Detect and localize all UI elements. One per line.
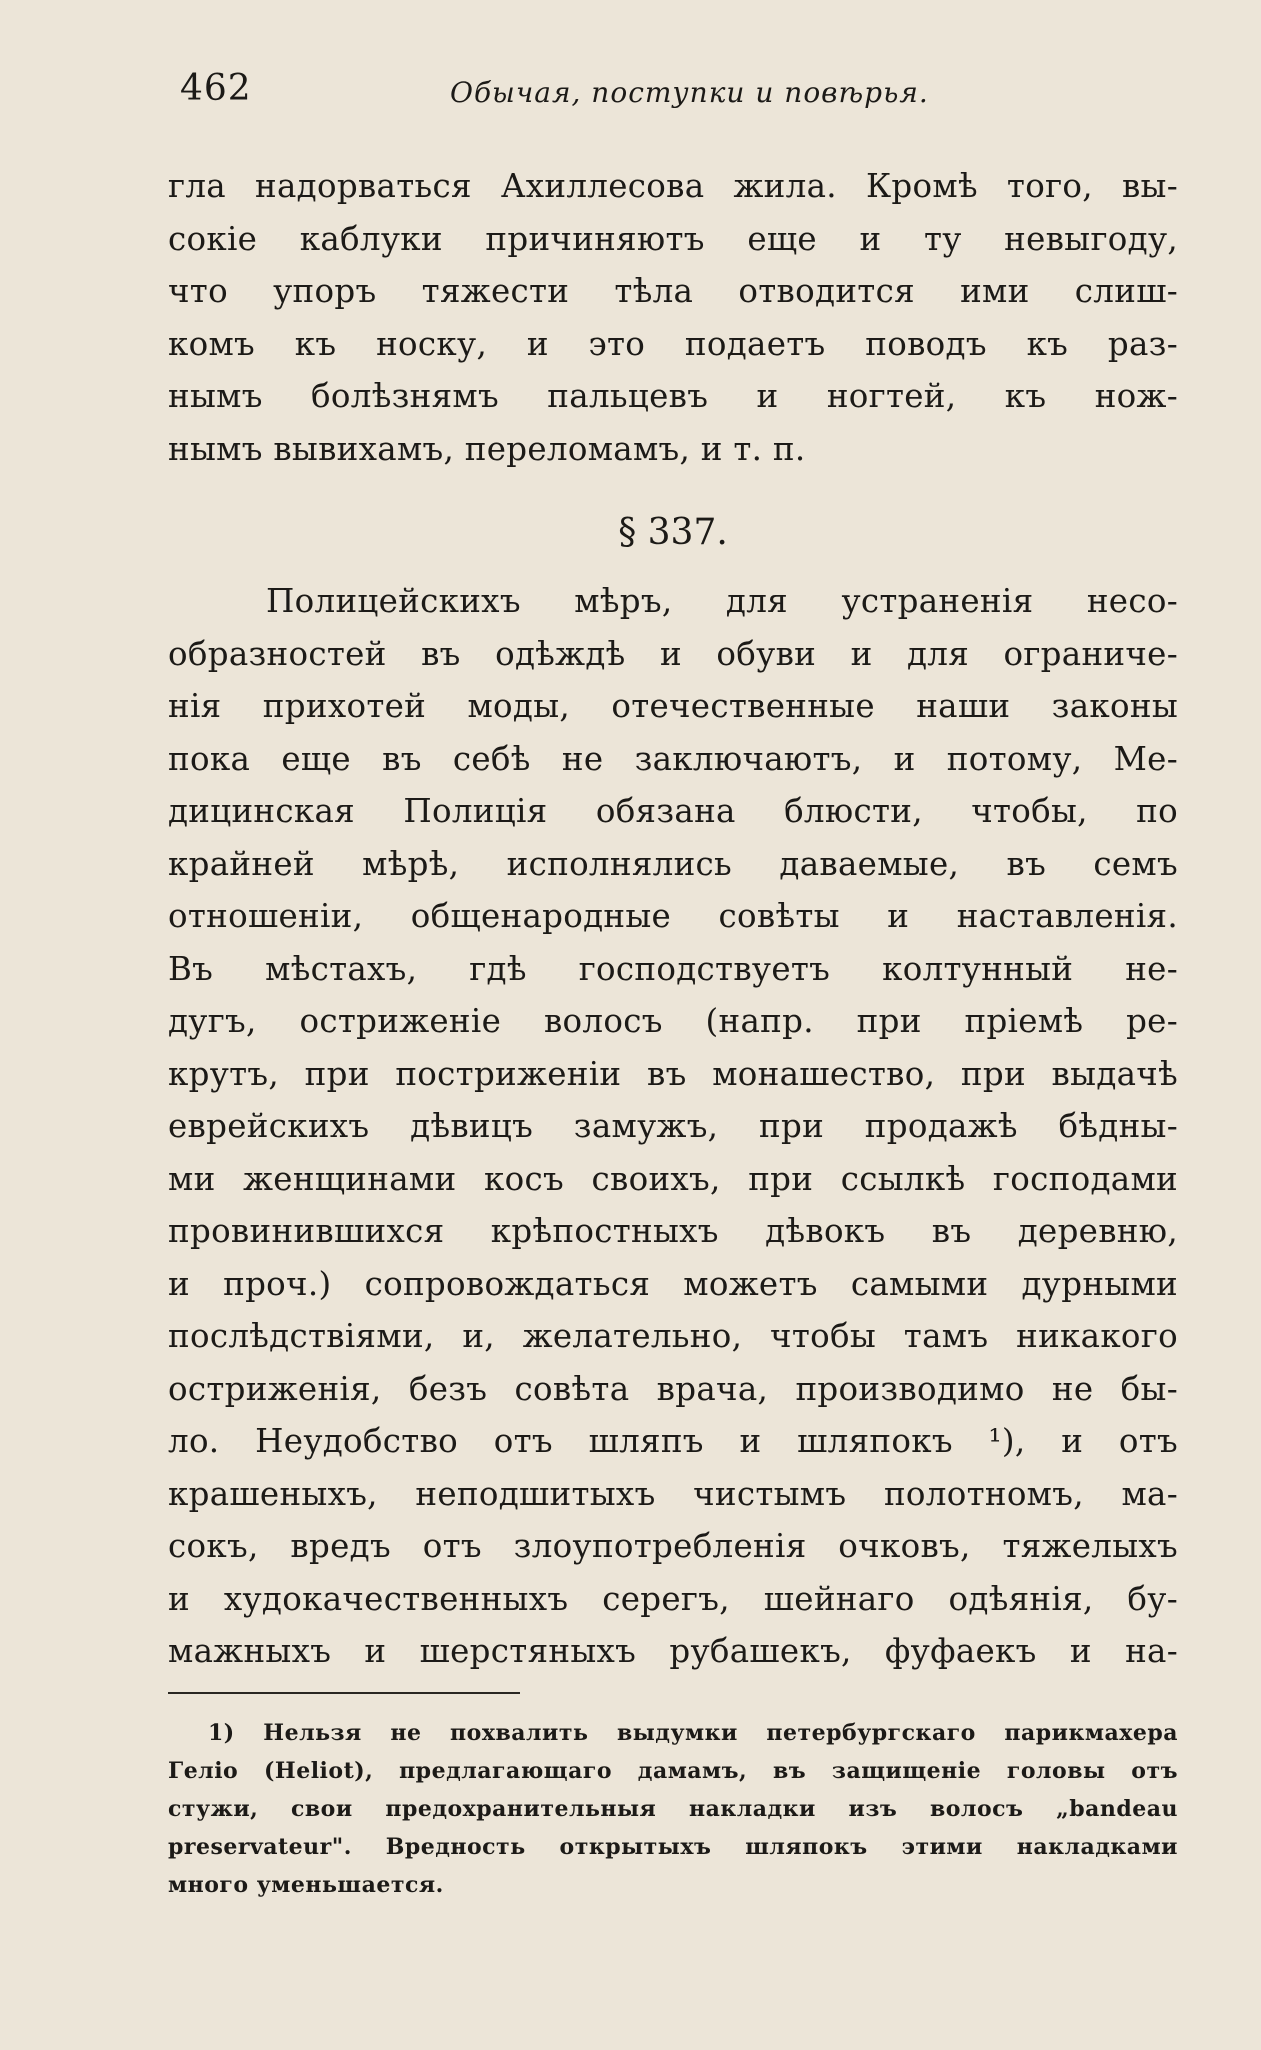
page-header bbox=[180, 68, 1166, 118]
running-title: Обычая, поступки и повѣрья. bbox=[450, 76, 929, 109]
text-line: образностей въ одѣждѣ и обуви и для ограниче- bbox=[168, 634, 1178, 673]
text-line: крутъ, при постриженіи въ монашество, при выдачѣ bbox=[168, 1054, 1178, 1093]
text-line: Въ мѣстахъ, гдѣ господствуетъ колтунный не- bbox=[168, 949, 1178, 988]
text-line: дугъ, остриженіе волосъ (напр. при пріемѣ ре- bbox=[168, 1002, 1178, 1040]
text-line: ми женщинами косъ своихъ, при ссылкѣ господами bbox=[168, 1159, 1178, 1198]
footnote-line: много уменьшается. bbox=[168, 1872, 444, 1898]
text-line: дицинская Полиція обязана блюсти, чтобы, по bbox=[168, 792, 1178, 830]
text-line: нымъ вывихамъ, переломамъ, и т. п. bbox=[168, 429, 806, 468]
footnote-line: 1) Нельзя не похвалить выдумки петербургскаго парикмахера bbox=[208, 1720, 1178, 1746]
text-line: мажныхъ и шерстяныхъ рубашекъ, фуфаекъ и на- bbox=[168, 1632, 1178, 1670]
text-line: и худокачественныхъ серегъ, шейнаго одѣянія, бу- bbox=[168, 1579, 1178, 1618]
text-line: и проч.) сопровождаться можетъ самыми дурными bbox=[168, 1264, 1178, 1303]
footnote-line: preservateur". Вредность открытыхъ шляпокъ этими накладками bbox=[168, 1834, 1178, 1860]
text-line: провинившихся крѣпостныхъ дѣвокъ въ деревню, bbox=[168, 1212, 1178, 1250]
text-line: нымъ болѣзнямъ пальцевъ и ногтей, къ нож- bbox=[168, 377, 1178, 415]
page-number: 462 bbox=[180, 68, 252, 109]
text-line: сокъ, вредъ отъ злоупотребленія очковъ, тяжелыхъ bbox=[168, 1527, 1178, 1565]
footnote-line: стужи, свои предохранительныя накладки изъ волосъ „bandeau bbox=[168, 1796, 1178, 1822]
text-line: крайней мѣрѣ, исполнялись даваемые, въ семъ bbox=[168, 844, 1178, 883]
text-line: нія прихотей моды, отечественные наши законы bbox=[168, 687, 1178, 725]
text-line: комъ къ носку, и это подаетъ поводъ къ раз- bbox=[168, 324, 1178, 363]
text-line: пока еще въ себѣ не заключаютъ, и потому, Ме- bbox=[168, 739, 1178, 778]
footnote-divider bbox=[168, 1692, 520, 1694]
text-line: гла надорваться Ахиллесова жила. Кромѣ того, вы- bbox=[168, 167, 1178, 205]
text-line: отношеніи, общенародные совѣты и наставленія. bbox=[168, 897, 1178, 935]
text-line: остриженія, безъ совѣта врача, производимо не бы- bbox=[168, 1369, 1178, 1408]
body-text-top bbox=[168, 160, 1178, 475]
text-line: послѣдствіями, и, желательно, чтобы тамъ никакого bbox=[168, 1317, 1178, 1355]
text-line: еврейскихъ дѣвицъ замужъ, при продажѣ бѣдны- bbox=[168, 1107, 1178, 1145]
body-text-main bbox=[168, 575, 1178, 1678]
section-heading: § 337. bbox=[618, 512, 728, 553]
text-line: сокіе каблуки причиняютъ еще и ту невыгоду, bbox=[168, 219, 1178, 258]
text-line: ло. Неудобство отъ шляпъ и шляпокъ ¹), и отъ bbox=[168, 1422, 1178, 1460]
footnote-line: Гелiо (Heliot), предлагающаго дамамъ, въ защищеніе головы отъ bbox=[168, 1758, 1178, 1784]
footnote bbox=[168, 1714, 1178, 1904]
text-line: что упоръ тяжести тѣла отводится ими слиш- bbox=[168, 272, 1178, 310]
text-line: Полицейскихъ мѣръ, для устраненія несо- bbox=[266, 582, 1178, 620]
text-line: крашеныхъ, неподшитыхъ чистымъ полотномъ, ма- bbox=[168, 1474, 1178, 1513]
